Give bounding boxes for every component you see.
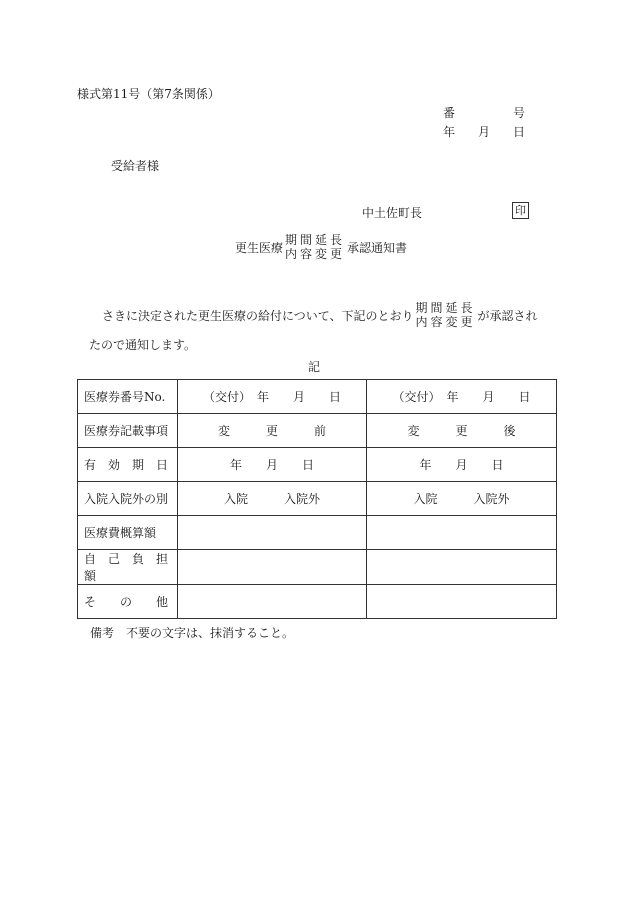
date-day: 日 (513, 125, 526, 139)
seal-stamp: 印 (512, 202, 529, 219)
sender: 中土佐町長 (362, 206, 423, 220)
form-number: 様式第11号（第7条関係） (77, 87, 220, 101)
title-choice-top: 期間延長 (285, 233, 346, 247)
recipient: 受給者様 (111, 159, 160, 173)
table-row (78, 414, 557, 448)
before-cell (178, 585, 367, 619)
after-cell (367, 585, 557, 619)
row-label: 医療券記載事項 (78, 414, 178, 448)
before-cell: 入院 入院外 (178, 482, 367, 516)
table-row (78, 482, 557, 516)
body-paragraph (102, 301, 538, 329)
before-cell: 変 更 前 (178, 414, 367, 448)
record-table (77, 379, 557, 619)
row-label: そ の 他 (78, 585, 178, 619)
ki-heading: 記 (308, 360, 321, 374)
after-cell (367, 550, 557, 585)
table-row (78, 516, 557, 550)
body-choice-stack (416, 301, 476, 329)
date-year: 年 (443, 125, 456, 139)
row-label: 医療券番号No. (78, 380, 178, 414)
date-month: 月 (478, 125, 491, 139)
row-label: 入院入院外の別 (78, 482, 178, 516)
after-cell (367, 516, 557, 550)
document-number-line (443, 104, 525, 121)
after-cell: 変 更 後 (367, 414, 557, 448)
title-suffix: 承認通知書 (347, 240, 408, 255)
document-date-line (443, 123, 525, 140)
row-label: 医療費概算額 (78, 516, 178, 550)
body-choice-top: 期間延長 (415, 301, 476, 315)
title-prefix: 更生医療 (235, 240, 284, 255)
table-row (78, 585, 557, 619)
before-cell (178, 550, 367, 585)
body-before: さきに決定された更生医療の給付について、下記のとおり (102, 308, 414, 323)
table-row (78, 448, 557, 482)
title-choice-stack (285, 233, 345, 261)
table-row (78, 550, 557, 585)
body-choice-bottom: 内容変更 (415, 315, 476, 329)
row-label: 自 己 負 担 額 (78, 550, 178, 585)
after-cell: 入院 入院外 (367, 482, 557, 516)
before-cell: （交付） 年 月 日 (178, 380, 367, 414)
after-cell: 年 月 日 (367, 448, 557, 482)
row-label: 有 効 期 日 (78, 448, 178, 482)
number-label-ban: 番 (443, 106, 456, 120)
title-choice-bottom: 内容変更 (285, 247, 346, 261)
number-label-go: 号 (513, 106, 526, 120)
document-title (235, 233, 407, 261)
remarks-note: 備考 不要の文字は、抹消すること。 (90, 626, 295, 640)
body-after: が承認され (477, 308, 538, 323)
after-cell: （交付） 年 月 日 (367, 380, 557, 414)
before-cell (178, 516, 367, 550)
table-row (78, 380, 557, 414)
body-second-line: たので通知します。 (89, 338, 197, 352)
before-cell: 年 月 日 (178, 448, 367, 482)
